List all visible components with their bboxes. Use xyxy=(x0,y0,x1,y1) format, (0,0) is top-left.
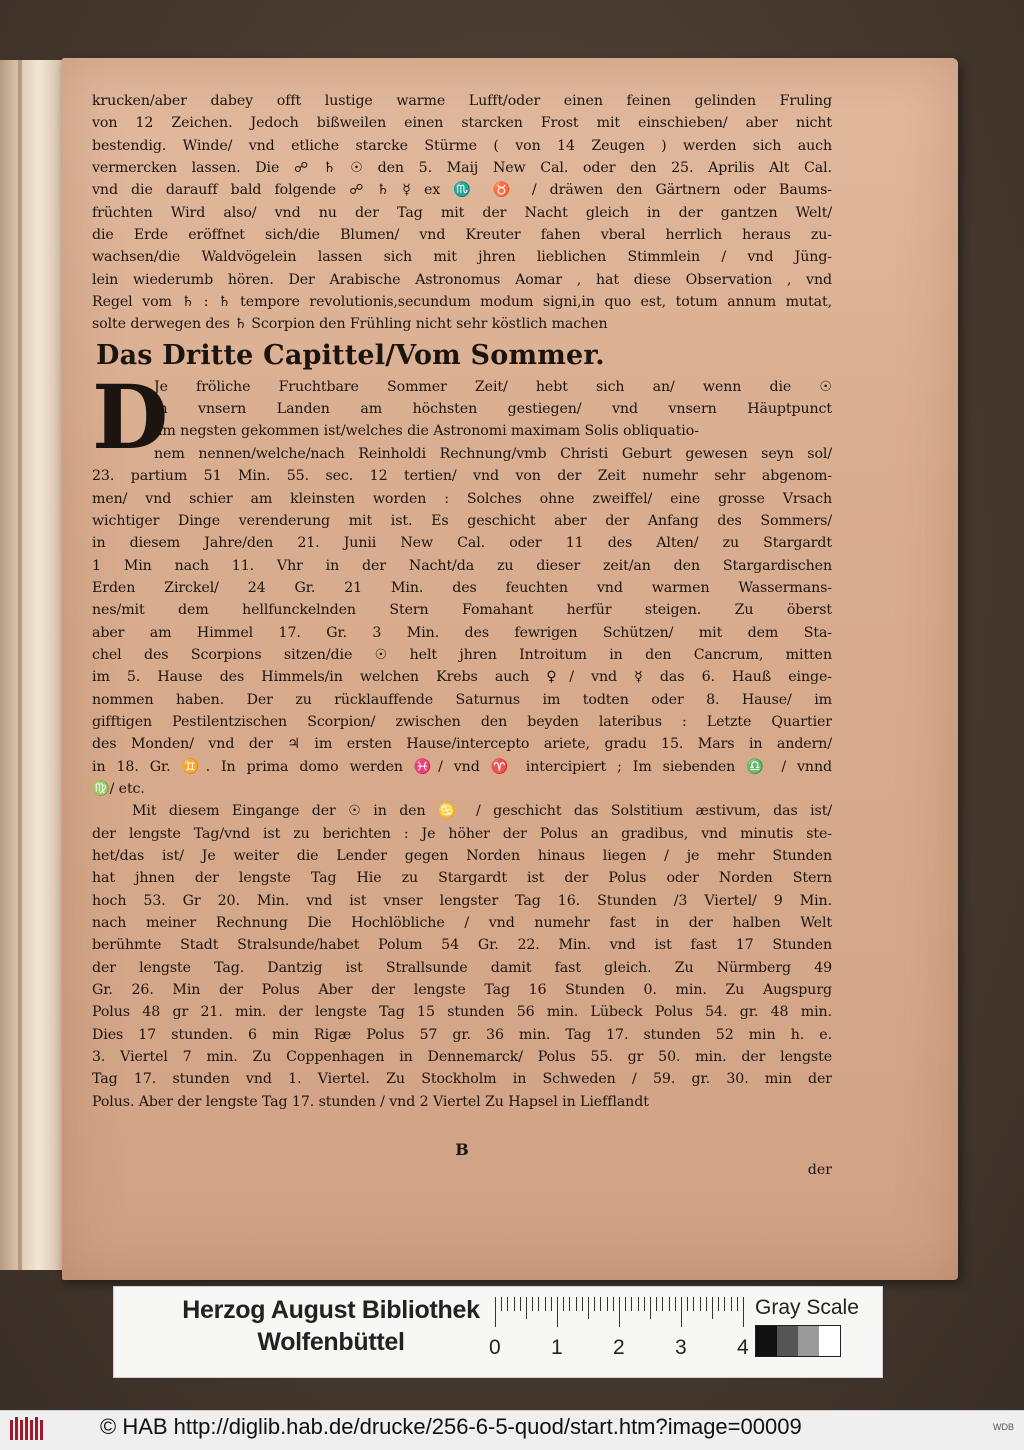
text-line: des Monden/ vnd der ♃ im ersten Hause/intercepto ariete, gradu 15. Mars in andern/ xyxy=(92,736,832,753)
ruler-tick xyxy=(731,1297,732,1311)
ruler-tick xyxy=(520,1297,521,1311)
ruler-tick xyxy=(526,1297,527,1319)
text-line: bestendig. Winde/ vnd etliche starcke Stürme ( von 14 Zeugen ) werden sich auch xyxy=(92,137,832,154)
text-line: Polus 48 gr 21. min. der lengste Tag 15 stunden 56 min. Lübeck Polus 54. gr. 48 min. xyxy=(92,1004,832,1021)
ruler-tick xyxy=(551,1297,552,1311)
text-line: chel des Scorpions sitzen/die ☉ helt jhren Introitum in den Cancrum, mitten xyxy=(92,646,832,663)
text-line: in diesem Jahre/den 21. Junii New Cal. oder 11 des Alten/ zu Stargardt xyxy=(92,535,832,552)
ruler-tick xyxy=(532,1297,533,1311)
text-line: von 12 Zeichen. Jedoch bißweilen einen starcken Frost mit einschieben/ aber nicht xyxy=(92,115,832,132)
text-line: Mit diesem Eingange der ☉ in den ♋ / geschicht das Solstitium æstivum, das ist/ xyxy=(132,803,832,820)
ruler-number: 4 xyxy=(737,1336,749,1359)
text-line: vermercken lassen. Die ☍ ♄ ☉ den 5. Maij New Cal. oder den 25. Aprilis Alt Cal. xyxy=(92,160,832,177)
ruler-tick xyxy=(693,1297,694,1311)
ruler-tick xyxy=(687,1297,688,1311)
text-line: hoch 53. Gr 20. Min. vnd ist vnser lengster Tag 16. Stunden /3 Viertel/ 9 Min. xyxy=(92,892,832,909)
ruler-number: 3 xyxy=(675,1336,687,1359)
ruler-number: 2 xyxy=(613,1336,625,1359)
text-line: im 5. Hause des Himmels/in welchen Krebs auch ♀/ vnd ☿ das 6. Hauß einge- xyxy=(92,669,832,686)
text-line: vnd die darauff bald folgende ☍ ♄ ☿ ex ♏ ♉ / dräwen den Gärtnern oder Baums- xyxy=(92,182,832,199)
institution-name: Herzog August Bibliothek xyxy=(182,1296,480,1324)
gray-swatch xyxy=(819,1326,840,1356)
ruler-tick xyxy=(625,1297,626,1311)
ruler-tick xyxy=(706,1297,707,1311)
text-line: Gr. 26. Min der Polus Aber der lengste Tag 16 Stunden 0. min. Zu Augspurg xyxy=(92,982,832,999)
text-line: berühmte Stadt Stralsunde/habet Polum 54 Gr. 22. Min. vnd ist fast 17 Stunden xyxy=(92,937,832,954)
text-line: früchten Wird also/ vnd nu der Tag mit der Nacht gleich in der gantzen Welt/ xyxy=(92,204,832,221)
ruler-tick xyxy=(662,1297,663,1311)
text-line: solte derwegen des ♄ Scorpion den Frühling nicht sehr köstlich machen xyxy=(92,316,608,333)
text-line: der lengste Tag/vnd ist zu berichten : Je höher der Polus an gradibus, vnd minutis ste- xyxy=(92,825,832,842)
text-line: 1 Min nach 11. Vhr in der Nacht/da zu dieser zeit/an den Stargardischen xyxy=(92,557,832,574)
text-line: Je fröliche Fruchtbare Sommer Zeit/ hebt sich an/ wenn die ☉ xyxy=(154,378,832,395)
ruler-tick xyxy=(656,1297,657,1311)
page-text xyxy=(92,90,832,1178)
ruler-tick xyxy=(712,1297,713,1319)
gray-scale-label: Gray Scale xyxy=(755,1296,859,1319)
gray-swatch xyxy=(798,1326,819,1356)
footer-mark: WDB xyxy=(993,1422,1014,1432)
text-line: nem nennen/welche/nach Reinholdi Rechnung/vmb Christi Geburt gewesen seyn sol/ xyxy=(154,445,832,462)
text-line: wachsen/die Waldvögelein lassen sich mit jhren lieblichen Stimmlein / vnd Jüng- xyxy=(92,249,832,266)
drop-initial: D xyxy=(92,364,169,469)
ruler-tick xyxy=(588,1297,589,1319)
ruler-number: 0 xyxy=(489,1336,501,1359)
text-line: in vnsern Landen am höchsten gestiegen/ vnd vnsern Häuptpunct xyxy=(154,401,832,418)
ruler-tick xyxy=(607,1297,608,1311)
text-line: nach meiner Rechnung Die Hochlöbliche / vnd numehr fast in der halben Welt xyxy=(92,915,832,932)
ruler-tick xyxy=(507,1297,508,1311)
ruler-tick xyxy=(545,1297,546,1311)
text-line: nes/mit dem hellfunckelnden Stern Fomahant herfür steigen. Zu öberst xyxy=(92,602,832,619)
ruler-tick xyxy=(638,1297,639,1311)
ruler-tick xyxy=(669,1297,670,1311)
text-line: in 18. Gr. ♊. In prima domo werden ♓/ vnd ♈ intercipiert ; Im siebenden ♎ / vnnd xyxy=(92,758,832,775)
ruler-number: 1 xyxy=(551,1336,563,1359)
text-line: aber am Himmel 17. Gr. 3 Min. des fewrigen Schützen/ mit dem Sta- xyxy=(92,624,832,641)
text-line: nommen haben. Der zu rücklauffende Saturnus im todten oder 8. Hause/ im xyxy=(92,691,832,708)
text-line: Regel vom ♄ : ♄ tempore revolutionis,secundum modum signi,in quo est, totum annum mutat, xyxy=(92,294,832,311)
ruler-tick xyxy=(644,1297,645,1311)
text-line: die Erde eröffnet sich/die Blumen/ vnd Kreuter fahen vberal herrlich heraus zu- xyxy=(92,227,832,244)
text-line: 23. partium 51 Min. 55. sec. 12 tertien/ vnd von der Zeit numehr sehr abgenom- xyxy=(92,468,832,485)
initial-lines xyxy=(92,376,832,443)
text-line: hat jhnen der lengste Tag Hie zu Stargardt ist der Polus oder Norden Stern xyxy=(92,870,832,887)
ruler-tick xyxy=(501,1297,502,1311)
ruler-tick xyxy=(737,1297,738,1311)
ruler-tick xyxy=(576,1297,577,1311)
paragraph-longest-day xyxy=(92,800,832,1113)
ruler-tick xyxy=(582,1297,583,1311)
text-line: am negsten gekommen ist/welches die Astronomi maximam Solis obliquatio- xyxy=(154,423,699,440)
text-line: krucken/aber dabey offt lustige warme Lufft/oder einen feinen gelinden Fruling xyxy=(92,93,832,109)
text-line: het/das ist/ Je weiter die Lender gegen Norden hinaus liegen / je mehr Stunden xyxy=(92,848,832,864)
text-line: lein wiederumb hören. Der Arabische Astronomus Aomar , hat diese Observation , vnd xyxy=(92,271,832,288)
ruler-tick xyxy=(631,1297,632,1311)
text-line: wichtiger Dinge verenderung mit ist. Es geschicht aber der Anfang des Sommers/ xyxy=(92,512,832,529)
ruler-tick xyxy=(538,1297,539,1311)
gray-scale-swatches xyxy=(755,1325,841,1357)
ruler-tick xyxy=(675,1297,676,1311)
ruler-tick xyxy=(718,1297,719,1311)
ruler-tick xyxy=(743,1297,744,1327)
ruler-tick xyxy=(613,1297,614,1311)
text-line: men/ vnd schier am kleinsten worden : Solches ohne zweiffel/ eine grosse Vrsach xyxy=(92,490,832,507)
ruler-tick xyxy=(495,1297,496,1327)
ruler-tick xyxy=(514,1297,515,1311)
ruler-tick xyxy=(557,1297,558,1327)
signature-mark: B xyxy=(455,1140,469,1159)
paragraph-spring-end xyxy=(92,90,832,336)
gray-swatch xyxy=(777,1326,798,1356)
text-line: ♍/ etc. xyxy=(92,780,145,797)
ruler-tick xyxy=(700,1297,701,1311)
ruler-tick xyxy=(619,1297,620,1327)
copyright-url[interactable]: © HAB http://diglib.hab.de/drucke/256-6-5-quod/start.htm?image=00009 xyxy=(100,1414,802,1439)
ruler-tick xyxy=(569,1297,570,1311)
ruler-tick xyxy=(563,1297,564,1311)
scale-ruler xyxy=(495,1297,745,1327)
ruler-tick xyxy=(650,1297,651,1319)
text-line: der lengste Tag. Dantzig ist Strallsunde damit fast gleich. Zu Nürmberg 49 xyxy=(92,959,832,976)
gray-swatch xyxy=(756,1326,777,1356)
text-line: Erden Zirckel/ 24 Gr. 21 Min. des feuchten vnd warmen Wassermans- xyxy=(92,579,832,596)
institution-city: Wolfenbüttel xyxy=(257,1328,405,1356)
paragraph-summer xyxy=(92,443,832,801)
ruler-tick xyxy=(724,1297,725,1311)
ruler-tick xyxy=(681,1297,682,1327)
catchword: der xyxy=(807,1162,832,1178)
chapter-heading: Das Dritte Capittel/Vom Sommer. xyxy=(96,339,605,371)
ruler-tick xyxy=(594,1297,595,1311)
text-line: Polus. Aber der lengste Tag 17. stunden / vnd 2 Viertel Zu Hapsel in Liefflandt xyxy=(92,1093,649,1110)
text-line: gifftigen Pestilentzischen Scorpion/ zwischen den beyden lateribus : Letzte Quartier xyxy=(92,713,832,730)
text-line: 3. Viertel 7 min. Zu Coppenhagen in Dennemarck/ Polus 55. gr 50. min. der lengste xyxy=(92,1049,832,1066)
text-line: Dies 17 stunden. 6 min Rigæ Polus 57 gr. 36 min. Tag 17. stunden 52 min h. e. xyxy=(92,1026,832,1043)
ruler-tick xyxy=(600,1297,601,1311)
hab-logo-icon xyxy=(8,1414,48,1444)
text-line: Tag 17. stunden vnd 1. Viertel. Zu Stockholm in Schweden / 59. gr. 30. min der xyxy=(92,1071,832,1088)
